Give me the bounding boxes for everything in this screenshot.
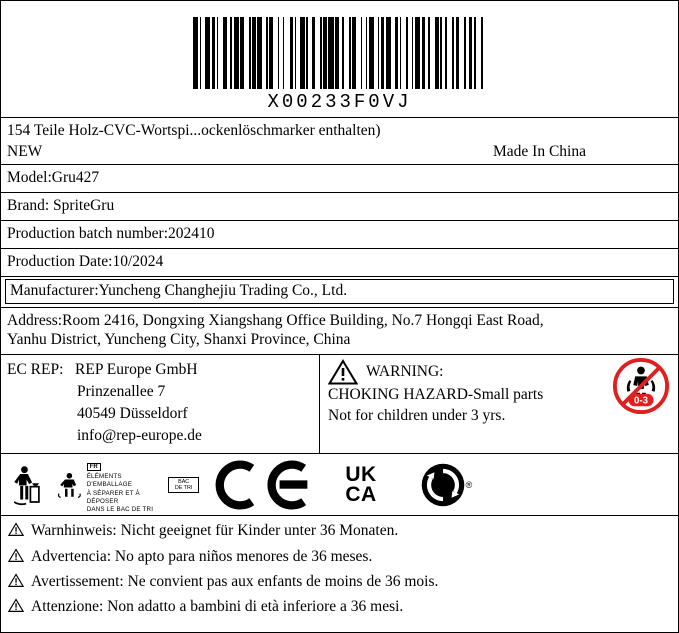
bac-line-1: BAC (178, 478, 190, 485)
multilingual-warning-list (1, 515, 678, 625)
warning-triangle-icon (8, 570, 24, 595)
production-date-row: Production Date:10/2024 (1, 248, 678, 276)
barcode-block (1, 1, 678, 113)
manufacturer-row (1, 276, 678, 307)
ec-rep-email: info@rep-europe.de (77, 427, 202, 445)
model-row: Model:Gru427 (1, 164, 678, 192)
warning-triangle-icon (328, 359, 358, 385)
product-title-subrow (7, 141, 672, 162)
tidyman-icon (1, 454, 53, 515)
barcode-image (86, 17, 594, 89)
product-condition: NEW (7, 143, 43, 161)
ukca-line-2: CA (345, 482, 377, 506)
triman-symbol (53, 454, 203, 515)
product-origin: Made In China (493, 143, 586, 161)
brand-row: Brand: SpriteGru (1, 192, 678, 220)
warning-text: Attenzione: Non adatto a bambini di età inferiore a 36 mesi. (31, 598, 404, 615)
ce-mark-icon (203, 454, 321, 515)
ecrep-warning-row (1, 354, 678, 453)
triman-icon (57, 469, 82, 501)
ec-rep-city: 40549 Düsseldorf (77, 405, 188, 423)
ukca-line-1: UK (345, 463, 377, 487)
address-line-2: Yanhu District, Yuncheng City, Shanxi Province, China (7, 331, 351, 349)
warning-triangle-icon (8, 595, 24, 620)
warning-text: Avertissement: Ne convient pas aux enfants de moins de 36 mois. (31, 572, 439, 590)
svg-text:0-3: 0-3 (634, 395, 648, 407)
triman-line-1: ÉLÉMENTS D'EMBALLAGE (86, 472, 133, 489)
ukca-mark (321, 454, 401, 515)
warning-line (8, 519, 672, 544)
ukca-text-block (345, 465, 376, 504)
warning-text: Advertencia: No apto para niños menores de 36 meses. (31, 547, 373, 565)
no-under-three-icon (612, 357, 670, 415)
choking-hazard-line-2: Not for children under 3 yrs. (328, 407, 506, 425)
warning-text: Warnhinweis: Nicht geeignet für Kinder unter 36 Monaten. (31, 522, 399, 540)
triman-line-2: À SÉPARER ET À DÉPOSER (86, 489, 140, 505)
address-line-1: Address:Room 2416, Dongxing Xiangshang Office Building, No.7 Hongqi East Road, (7, 311, 544, 329)
manufacturer-text: Manufacturer:Yuncheng Changhejiu Trading Co., Ltd. (5, 279, 674, 304)
ec-rep-name: REP Europe GmbH (75, 361, 198, 379)
registered-trademark-icon: ® (465, 479, 473, 490)
address-row (1, 307, 678, 355)
warning-line (8, 595, 672, 620)
triman-text-block (87, 455, 164, 515)
triman-line-3: DANS LE BAC DE TRI (86, 506, 154, 514)
bac-de-tri-box (168, 477, 199, 493)
warning-line (8, 570, 672, 595)
compliance-symbols-row (1, 453, 678, 515)
choking-hazard-line-1: CHOKING HAZARD-Small parts (328, 386, 544, 404)
ec-rep-line (7, 359, 313, 381)
bac-line-2: DE TRI (174, 484, 193, 491)
product-title-row (1, 117, 678, 164)
product-title: 154 Teile Holz-CVC-Wortspi...ockenlöschmarker enthalten) (7, 122, 381, 139)
choking-hazard-block (319, 355, 678, 453)
barcode-value: X00233F0VJ (267, 91, 412, 113)
warning-heading: WARNING: (366, 362, 444, 380)
ec-rep-street: Prinzenallee 7 (77, 383, 166, 401)
green-dot-icon (401, 454, 491, 515)
warning-triangle-icon (8, 519, 24, 544)
batch-row: Production batch number:202410 (1, 220, 678, 248)
ec-rep-label: EC REP: (7, 361, 64, 379)
triman-fr-tag: FR (87, 463, 101, 471)
ec-rep-block (1, 355, 319, 453)
warning-triangle-icon (8, 545, 24, 570)
warning-line (8, 545, 672, 570)
